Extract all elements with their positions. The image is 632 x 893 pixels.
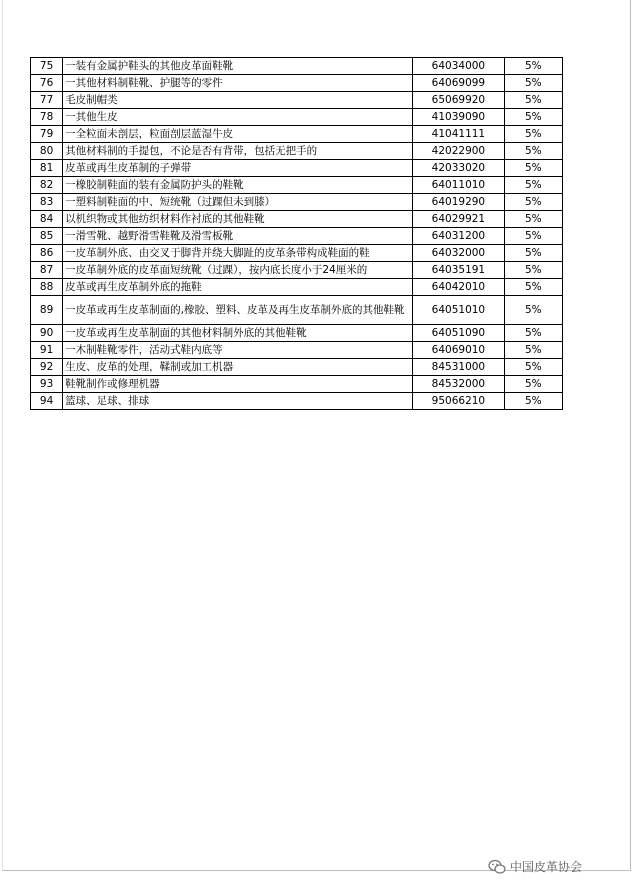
table-row	[31, 177, 563, 194]
row-hs-code: 64042010	[413, 279, 505, 296]
row-number: 85	[31, 228, 63, 245]
row-description: 生皮、皮革的处理，鞣制或加工机器	[63, 359, 413, 376]
row-hs-code: 95066210	[413, 393, 505, 410]
row-hs-code: 64051090	[413, 325, 505, 342]
row-hs-code: 42022900	[413, 143, 505, 160]
table-row	[31, 92, 563, 109]
row-description: 一装有金属护鞋头的其他皮革面鞋靴	[63, 58, 413, 75]
row-number: 83	[31, 194, 63, 211]
table-row	[31, 279, 563, 296]
row-tax-rate: 5%	[504, 109, 562, 126]
row-tax-rate: 5%	[504, 160, 562, 177]
table-row	[31, 143, 563, 160]
row-hs-code: 41041111	[413, 126, 505, 143]
row-hs-code: 64051010	[413, 296, 505, 325]
row-hs-code: 42033020	[413, 160, 505, 177]
row-hs-code: 64032000	[413, 245, 505, 262]
row-hs-code: 64031200	[413, 228, 505, 245]
row-tax-rate: 5%	[504, 393, 562, 410]
row-tax-rate: 5%	[504, 92, 562, 109]
row-tax-rate: 5%	[504, 359, 562, 376]
row-number: 76	[31, 75, 63, 92]
row-hs-code: 64011010	[413, 177, 505, 194]
row-description: 一皮革或再生皮革制面的其他材料制外底的其他鞋靴	[63, 325, 413, 342]
row-tax-rate: 5%	[504, 279, 562, 296]
row-tax-rate: 5%	[504, 296, 562, 325]
row-number: 80	[31, 143, 63, 160]
table-row	[31, 359, 563, 376]
row-tax-rate: 5%	[504, 228, 562, 245]
row-hs-code: 64069010	[413, 342, 505, 359]
row-description: 鞋靴制作或修理机器	[63, 376, 413, 393]
row-hs-code: 65069920	[413, 92, 505, 109]
row-number: 87	[31, 262, 63, 279]
row-tax-rate: 5%	[504, 325, 562, 342]
row-hs-code: 84532000	[413, 376, 505, 393]
row-tax-rate: 5%	[504, 58, 562, 75]
table-row	[31, 211, 563, 228]
row-hs-code: 84531000	[413, 359, 505, 376]
row-description: 皮革或再生皮革制的子弹带	[63, 160, 413, 177]
tariff-table-body	[31, 58, 563, 410]
table-row	[31, 194, 563, 211]
table-row	[31, 296, 563, 325]
row-description: 其他材料制的手提包，不论是否有背带，包括无把手的	[63, 143, 413, 160]
row-number: 94	[31, 393, 63, 410]
row-number: 84	[31, 211, 63, 228]
row-tax-rate: 5%	[504, 143, 562, 160]
row-tax-rate: 5%	[504, 245, 562, 262]
row-tax-rate: 5%	[504, 342, 562, 359]
row-hs-code: 41039090	[413, 109, 505, 126]
tariff-table	[30, 57, 563, 410]
row-number: 82	[31, 177, 63, 194]
watermark	[488, 858, 582, 875]
table-row	[31, 325, 563, 342]
row-hs-code: 64034000	[413, 58, 505, 75]
row-description: 一其他材料制鞋靴、护腿等的零件	[63, 75, 413, 92]
row-description: 一其他生皮	[63, 109, 413, 126]
row-number: 88	[31, 279, 63, 296]
row-hs-code: 64035191	[413, 262, 505, 279]
row-description: 一塑料制鞋面的中、短统靴（过踝但未到膝）	[63, 194, 413, 211]
wechat-icon	[488, 859, 506, 875]
row-description: 皮革或再生皮革制外底的拖鞋	[63, 279, 413, 296]
table-row	[31, 393, 563, 410]
table-row	[31, 342, 563, 359]
row-number: 93	[31, 376, 63, 393]
row-description: 一滑雪靴、越野滑雪鞋靴及滑雪板靴	[63, 228, 413, 245]
row-description: 一全粒面未剖层，粒面剖层蓝湿牛皮	[63, 126, 413, 143]
table-row	[31, 376, 563, 393]
row-tax-rate: 5%	[504, 376, 562, 393]
row-tax-rate: 5%	[504, 211, 562, 228]
table-row	[31, 262, 563, 279]
row-description: 一木制鞋靴零件，活动式鞋内底等	[63, 342, 413, 359]
row-hs-code: 64019290	[413, 194, 505, 211]
table-row	[31, 58, 563, 75]
table-row	[31, 109, 563, 126]
row-description: 篮球、足球、排球	[63, 393, 413, 410]
row-number: 90	[31, 325, 63, 342]
table-row	[31, 245, 563, 262]
table-row	[31, 228, 563, 245]
row-number: 75	[31, 58, 63, 75]
row-number: 77	[31, 92, 63, 109]
row-number: 91	[31, 342, 63, 359]
row-hs-code: 64069099	[413, 75, 505, 92]
row-hs-code: 64029921	[413, 211, 505, 228]
row-description: 以机织物或其他纺织材料作衬底的其他鞋靴	[63, 211, 413, 228]
row-tax-rate: 5%	[504, 126, 562, 143]
table-row	[31, 160, 563, 177]
table-row	[31, 126, 563, 143]
row-tax-rate: 5%	[504, 194, 562, 211]
row-number: 86	[31, 245, 63, 262]
row-number: 81	[31, 160, 63, 177]
row-number: 92	[31, 359, 63, 376]
row-description: 一皮革或再生皮革制面的,橡胶、塑料、皮革及再生皮革制外底的其他鞋靴	[63, 296, 413, 325]
table-row	[31, 75, 563, 92]
row-tax-rate: 5%	[504, 262, 562, 279]
row-description: 一皮革制外底、由交叉于脚背并绕大脚趾的皮革条带构成鞋面的鞋	[63, 245, 413, 262]
row-number: 89	[31, 296, 63, 325]
row-description: 一橡胶制鞋面的装有金属防护头的鞋靴	[63, 177, 413, 194]
row-tax-rate: 5%	[504, 75, 562, 92]
row-number: 79	[31, 126, 63, 143]
row-description: 毛皮制帽类	[63, 92, 413, 109]
row-description: 一皮革制外底的皮革面短统靴（过踝），按内底长度小于24厘米的	[63, 262, 413, 279]
watermark-text: 中国皮革协会	[510, 860, 583, 874]
row-tax-rate: 5%	[504, 177, 562, 194]
row-number: 78	[31, 109, 63, 126]
